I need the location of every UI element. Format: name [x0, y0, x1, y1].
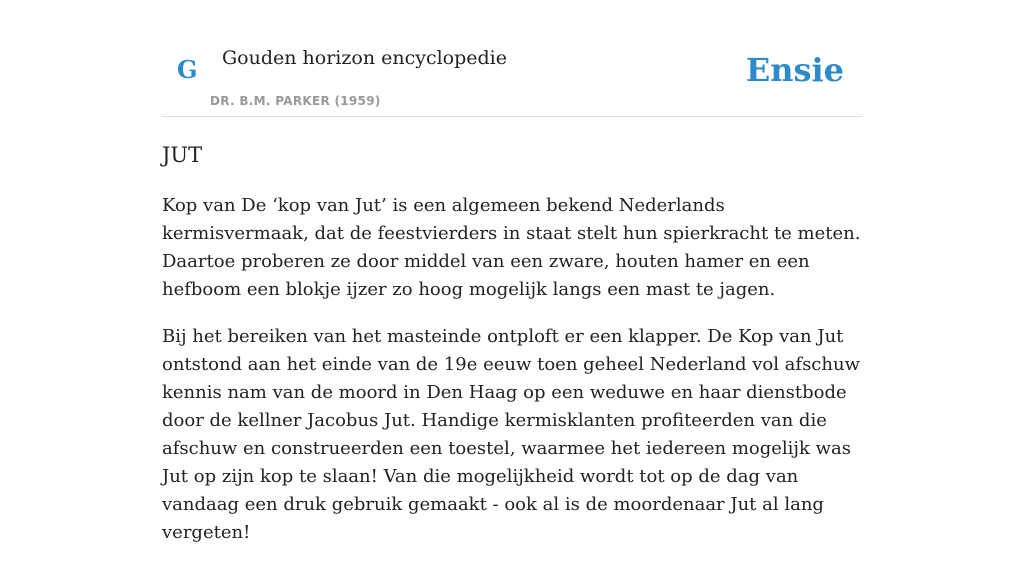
- entry-paragraph: Bij het bereiken van het masteinde ontploft er een klapper. De Kop van Jut ontstond aan het einde van de 19e eeuw toen geheel Nederland vol afschuw kennis nam van de moord in Den Haag op een weduwe en haar dienstbode door de kellner Jacobus Jut. Handige kermisklanten profiteerden van die afschuw en construeerden een toestel, waarmee het iedereen mogelijk was Jut op zijn kop te slaan! Van die mogelijkheid wordt tot op de dag van vandaag een druk gebruik gemaakt - ook al is de moordenaar Jut al lang vergeten!: [162, 326, 860, 543]
- entry-paragraph: Kop van De ‘kop van Jut’ is een algemeen bekend Nederlands kermisvermaak, dat de feestvierders in staat stelt hun spierkracht te meten. Daartoe proberen ze door middel van een zware, houten hamer en een hefboom een blokje ijzer zo hoog mogelijk langs een mast te jagen.: [162, 195, 861, 300]
- entry-title: JUT: [162, 143, 203, 167]
- brand-logo[interactable]: Ensie: [745, 51, 844, 89]
- book-logo-icon[interactable]: G: [177, 55, 198, 84]
- entry-content: [162, 192, 867, 566]
- book-title[interactable]: Gouden horizon encyclopedie: [222, 47, 507, 69]
- header: [162, 0, 862, 117]
- book-author: DR. B.M. PARKER (1959): [210, 94, 381, 108]
